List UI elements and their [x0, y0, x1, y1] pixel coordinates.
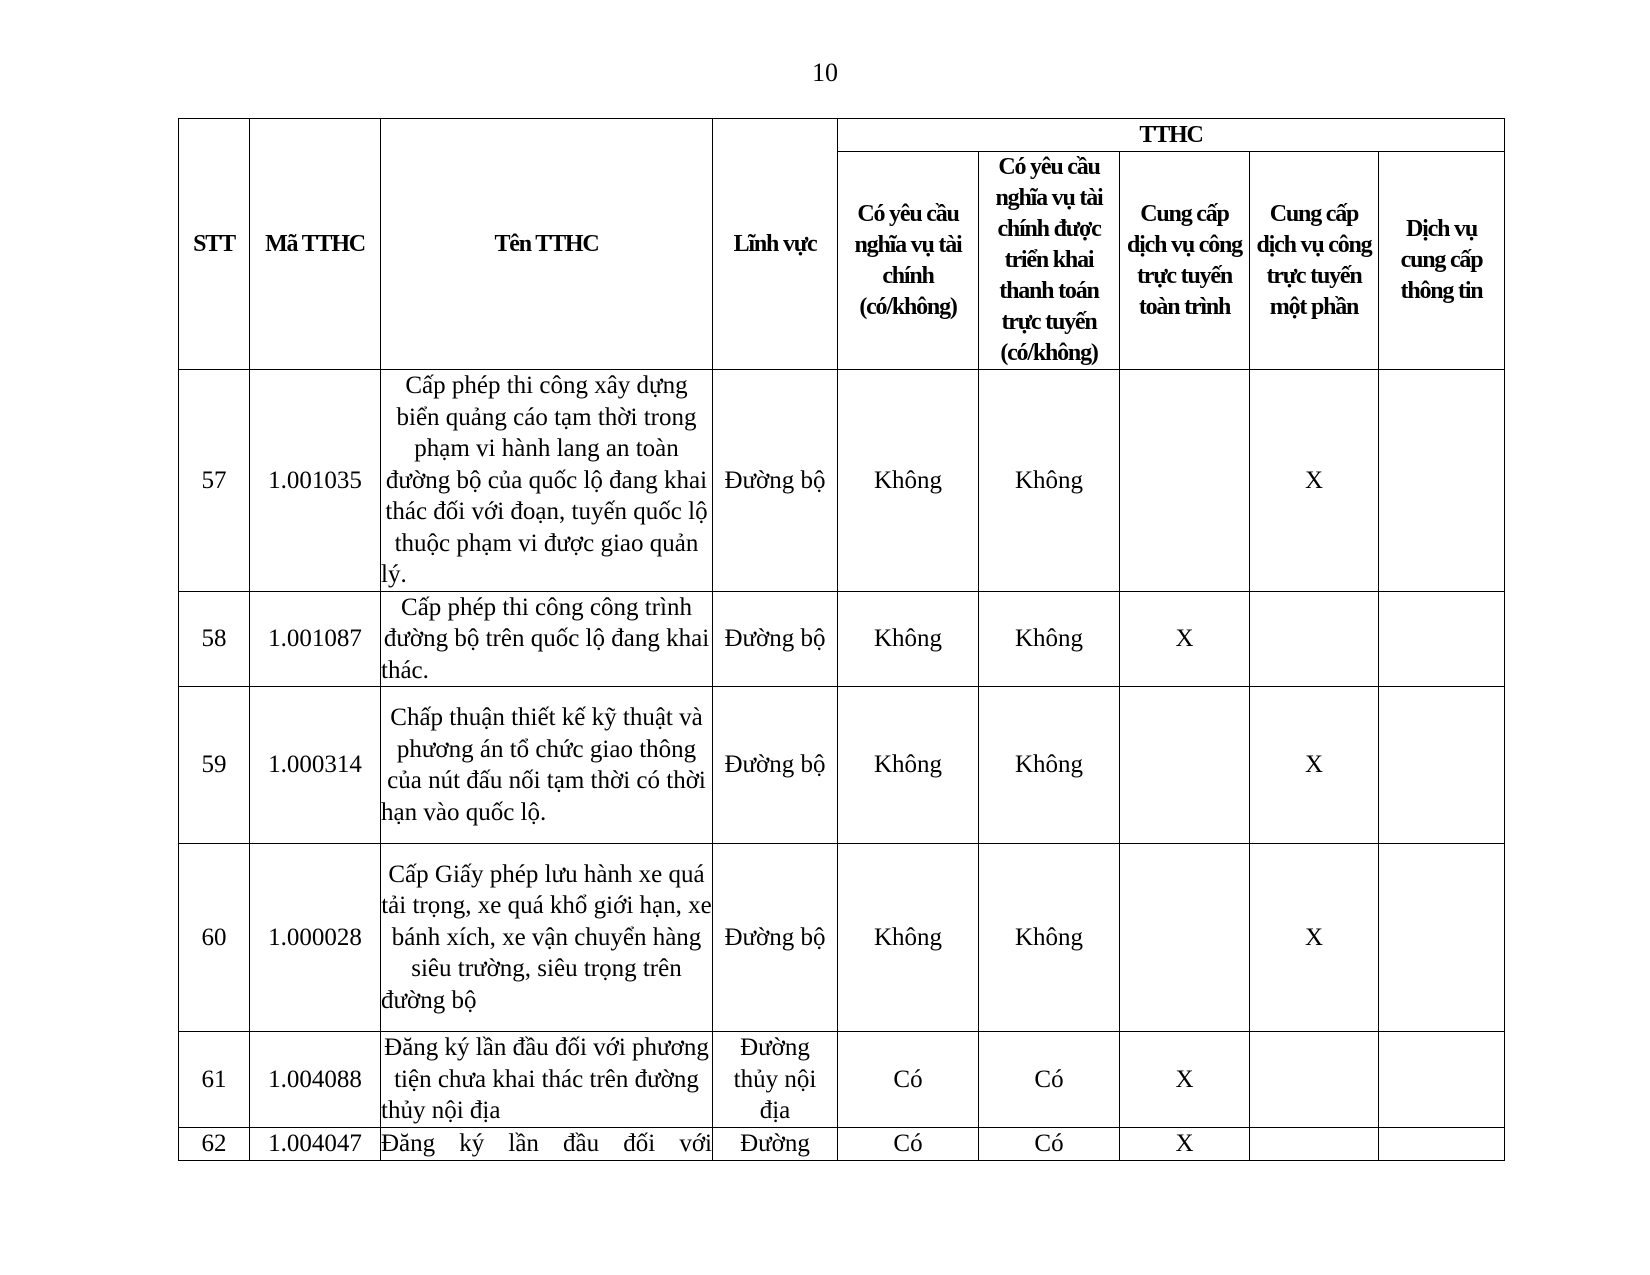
- cell-fin-online: Không: [979, 370, 1120, 592]
- table-row: [179, 1032, 1505, 1128]
- cell-name: Đăng ký lần đầu đối với phương tiện chưa khai thác trên đường thủy nội địa: [381, 1032, 713, 1128]
- cell-name: Cấp phép thi công công trình đường bộ trên quốc lộ đang khai thác.: [381, 591, 713, 687]
- cell-field: [713, 1127, 838, 1160]
- table-row: [179, 687, 1505, 844]
- header-fin-online-label: Có yêu cầu nghĩa vụ tài chính được triển khai thanh toán trực tuyến (có/không): [995, 154, 1103, 366]
- cell-code: 1.001035: [250, 370, 381, 592]
- cell-fin-online: Có: [979, 1127, 1120, 1160]
- header-fin-req-label: Có yêu cầu nghĩa vụ tài chính (có/không): [854, 200, 962, 320]
- header-full-online-label: Cung cấp dịch vụ công trực tuyến toàn trình: [1127, 200, 1242, 320]
- cell-field-label: Đường bộ: [724, 751, 826, 779]
- cell-code: 1.004047: [250, 1127, 381, 1160]
- header-code: [250, 119, 381, 370]
- cell-code: 1.000314: [250, 687, 381, 844]
- cell-name: Cấp Giấy phép lưu hành xe quá tải trọng, xe quá khổ giới hạn, xe bánh xích, xe vận chuyển hàng siêu trường, siêu trọng trên đường bộ: [381, 844, 713, 1032]
- cell-stt: 57: [179, 370, 250, 592]
- cell-field-label: Đường bộ: [724, 466, 826, 494]
- cell-fin-req: Không: [838, 844, 979, 1032]
- tthc-table: [178, 118, 1505, 1161]
- cell-fin-req: Không: [838, 370, 979, 592]
- cell-fin-online: Không: [979, 844, 1120, 1032]
- cell-full-online: [1120, 370, 1250, 592]
- cell-partial-online: [1250, 1032, 1379, 1128]
- cell-field-label: Đường thủy nội địa: [733, 1034, 817, 1124]
- cell-info-service: [1379, 687, 1505, 844]
- cell-partial-online: X: [1250, 844, 1379, 1032]
- header-fin-online: [979, 152, 1120, 370]
- cell-full-online: [1120, 687, 1250, 844]
- header-name: Tên TTHC: [381, 119, 713, 370]
- cell-stt: 60: [179, 844, 250, 1032]
- cell-fin-req: Có: [838, 1127, 979, 1160]
- cell-partial-online: X: [1250, 687, 1379, 844]
- table-row: [179, 370, 1505, 592]
- cell-stt: 62: [179, 1127, 250, 1160]
- cell-partial-online: X: [1250, 370, 1379, 592]
- cell-field-label: Đường: [740, 1129, 810, 1157]
- cell-fin-req: Có: [838, 1032, 979, 1128]
- cell-partial-online: [1250, 1127, 1379, 1160]
- cell-stt: 59: [179, 687, 250, 844]
- header-full-online: [1120, 152, 1250, 370]
- cell-partial-online: [1250, 591, 1379, 687]
- header-field: Lĩnh vực: [713, 119, 838, 370]
- cell-fin-online: Không: [979, 687, 1120, 844]
- cell-stt: 58: [179, 591, 250, 687]
- header-group-tthc: TTHC: [838, 119, 1505, 152]
- cell-field-label: Đường bộ: [724, 923, 826, 951]
- header-partial-online: [1250, 152, 1379, 370]
- header-fin-req: [838, 152, 979, 370]
- cell-code: 1.000028: [250, 844, 381, 1032]
- cell-code: 1.004088: [250, 1032, 381, 1128]
- cell-fin-online: Không: [979, 591, 1120, 687]
- cell-field: [713, 591, 838, 687]
- cell-name: Đăng ký lần đầu đối với: [381, 1127, 713, 1160]
- cell-info-service: [1379, 370, 1505, 592]
- table-row: [179, 844, 1505, 1032]
- cell-field: [713, 1032, 838, 1128]
- cell-full-online: X: [1120, 1032, 1250, 1128]
- cell-field: [713, 370, 838, 592]
- cell-full-online: X: [1120, 1127, 1250, 1160]
- header-code-label: Mã TTHC: [265, 230, 365, 257]
- cell-name: Cấp phép thi công xây dựng biển quảng cáo tạm thời trong phạm vi hành lang an toàn đường bộ của quốc lộ đang khai thác đối với đoạn, tuyến quốc lộ thuộc phạm vi được giao quản lý.: [381, 370, 713, 592]
- cell-info-service: [1379, 1032, 1505, 1128]
- cell-field: [713, 844, 838, 1032]
- header-stt: STT: [179, 119, 250, 370]
- header-partial-online-label: Cung cấp dịch vụ công trực tuyến một phần: [1256, 200, 1372, 320]
- cell-stt: 61: [179, 1032, 250, 1128]
- cell-info-service: [1379, 1127, 1505, 1160]
- cell-name: Chấp thuận thiết kế kỹ thuật và phương án tổ chức giao thông của nút đấu nối tạm thời có thời hạn vào quốc lộ.: [381, 687, 713, 844]
- cell-info-service: [1379, 844, 1505, 1032]
- cell-info-service: [1379, 591, 1505, 687]
- cell-field: [713, 687, 838, 844]
- cell-fin-req: Không: [838, 591, 979, 687]
- header-info-service-label: Dịch vụ cung cấp thông tin: [1400, 216, 1483, 304]
- cell-full-online: X: [1120, 591, 1250, 687]
- table-row: [179, 1127, 1505, 1160]
- cell-full-online: [1120, 844, 1250, 1032]
- page-number: 10: [812, 58, 838, 87]
- cell-code: 1.001087: [250, 591, 381, 687]
- cell-fin-req: Không: [838, 687, 979, 844]
- header-info-service: [1379, 152, 1505, 370]
- cell-fin-online: Có: [979, 1032, 1120, 1128]
- table-row: [179, 591, 1505, 687]
- cell-field-label: Đường bộ: [724, 625, 826, 652]
